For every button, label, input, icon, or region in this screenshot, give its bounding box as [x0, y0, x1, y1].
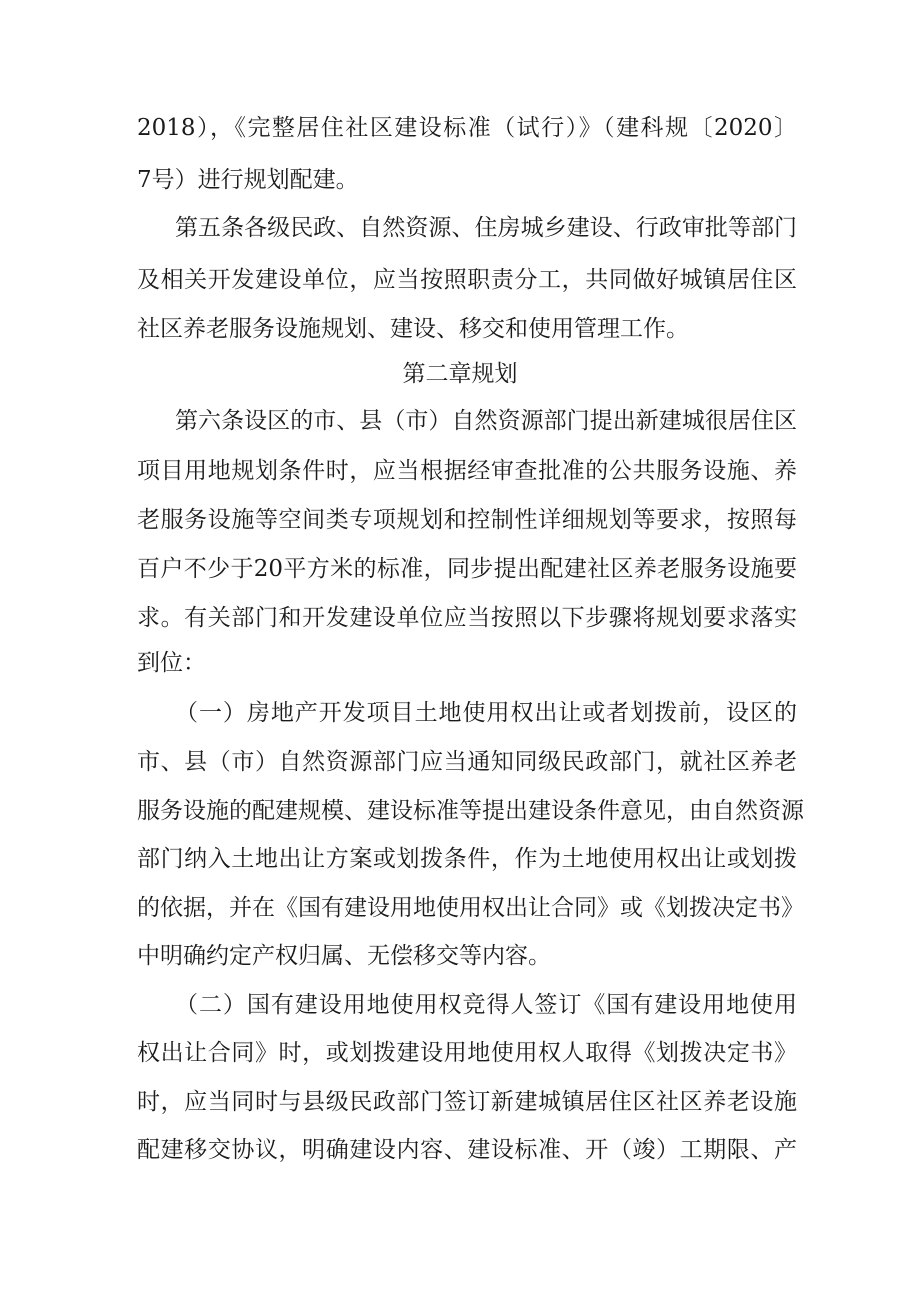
text-line: 7号）进行规划配建。 [137, 167, 359, 193]
text-line: 权出让合同》时，或划拨建设用地使用权人取得《划拨决定书》 [137, 1040, 797, 1066]
text-line: 百户不少于20平方米的标准，同步提出配建社区养老服务设施要 [137, 556, 797, 582]
text-line: 时，应当同时与县级民政部门签订新建城镇居住区社区养老设施 [137, 1089, 797, 1115]
clause-1-first-line: （一）房地产开发项目土地使用权出让或者划拨前，设区的 [175, 700, 797, 726]
text-line: 市、县（市）自然资源部门应当通知同级民政部门，就社区养老 [137, 749, 797, 775]
text-line: 到位： [137, 650, 206, 676]
text-line: 老服务设施等空间类专项规划和控制性详细规划等要求，按照每 [137, 507, 797, 533]
text-line: 项目用地规划条件时，应当根据经审查批准的公共服务设施、养 [137, 458, 797, 484]
text-line: 服务设施的配建规模、建设标准等提出建设条件意见，由自然资源 [137, 798, 804, 824]
text-line: 中明确约定产权归属、无偿移交等内容。 [137, 943, 551, 969]
article-5-first-line: 第五条各级民政、自然资源、住房城乡建设、行政审批等部门 [175, 215, 797, 241]
clause-2-first-line: （二）国有建设用地使用权竞得人签订《国有建设用地使用 [175, 992, 797, 1018]
text-line: 部门纳入土地出让方案或划拨条件，作为土地使用权出让或划拨 [137, 846, 797, 872]
text-line: 配建移交协议，明确建设内容、建设标准、开（竣）工期限、产 [137, 1137, 797, 1163]
chapter-heading: 第二章规划 [402, 361, 518, 387]
text-line: 2018），《完整居住社区建设标准（试行）》（建科规〔2020〕 [137, 115, 797, 141]
text-line: 的依据，并在《国有建设用地使用权出让合同》或《划拨决定书》 [137, 895, 804, 921]
article-6-first-line: 第六条设区的市、县（市）自然资源部门提出新建城很居住区 [175, 408, 797, 434]
text-line: 社区养老服务设施规划、建设、移交和使用管理工作。 [137, 316, 689, 342]
text-line: 及相关开发建设单位，应当按照职责分工，共同做好城镇居住区 [137, 267, 797, 293]
text-line: 求。有关部门和开发建设单位应当按照以下步骤将规划要求落实 [137, 605, 797, 631]
